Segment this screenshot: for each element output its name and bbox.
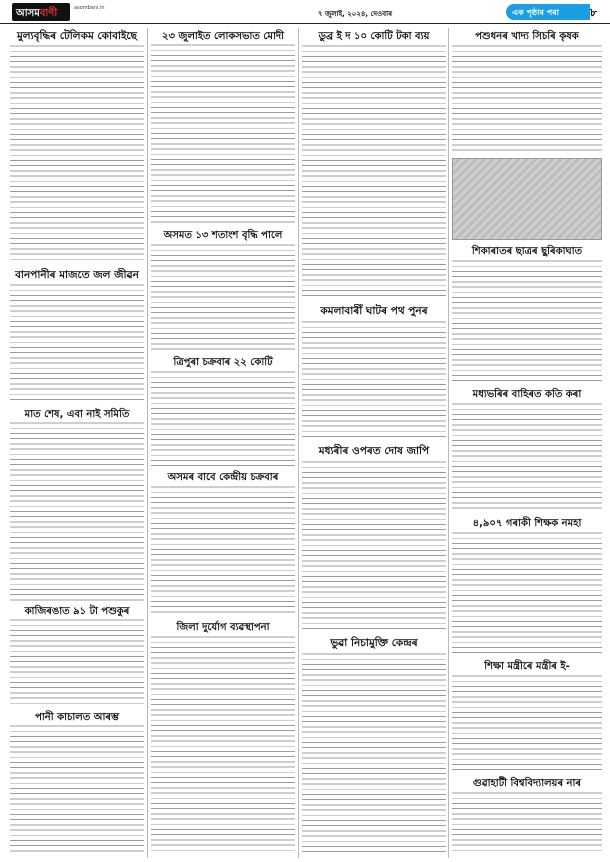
headline: ৪,৯০৭ গৰাকী শিক্ষক নমহা — [472, 518, 582, 529]
article-body — [151, 43, 295, 223]
article-body — [452, 531, 602, 655]
headline: মুল্যবৃদ্ধিৰ টেলিকম কোবাইছে — [16, 30, 138, 42]
article-body — [302, 652, 446, 855]
article-body — [151, 243, 295, 351]
headline: ডুব্ৰ ই দ ১০ কোটি টকা ব্যয় — [318, 31, 430, 42]
headline: মধ্যৰীৰ ওপৰত দোষ জাপি — [318, 445, 430, 457]
article-body — [10, 724, 144, 854]
headline: বানপানীৰ মাজতে জল জীৱন — [15, 269, 139, 281]
article-body — [452, 44, 602, 154]
article-body — [452, 674, 602, 772]
headline: ত্ৰিপুৰা চক্ৰবাৰ ২২ কোটি — [173, 357, 273, 368]
article-body — [10, 421, 144, 601]
headline: পানী কাচালত আৰম্ভ — [35, 712, 119, 723]
headline: মাত শেষ, এবা নাই সমিতি — [24, 409, 130, 420]
headline: কাজিৰঙাত ৯১ টা পশুকুৰ — [24, 606, 130, 617]
article-body — [452, 259, 602, 383]
column-rule — [147, 28, 148, 858]
headline: জিলা দুৰ্যোগ ব্যৱস্থাপনা — [176, 622, 270, 633]
headline: গুৱাহাটী বিশ্ববিদ্যালয়ৰ নাৰ — [472, 778, 582, 789]
headline: শিকাৰাতৰ ছাত্ৰৰ ছুৰিকাঘাত — [471, 246, 583, 257]
article-body — [302, 44, 446, 300]
issue-date: ৭ জুলাই, ২০২৪, দেওবাৰ — [318, 10, 393, 18]
article-body — [452, 402, 602, 512]
section-badge: এক পৃষ্ঠাৰ পৰা — [506, 4, 590, 20]
newspaper-logo — [12, 3, 70, 21]
logo-text: আসম — [16, 8, 40, 19]
article-body — [452, 791, 602, 855]
headline: ভুৱা নিচামুক্তি কেন্দ্ৰৰ — [330, 637, 418, 649]
article-body — [10, 283, 144, 403]
headline: অসমৰ বাবে কেন্দ্ৰীয় চক্ৰবাৰ — [167, 472, 279, 483]
article-body — [151, 370, 295, 466]
headline: অসমত ১৩ শতাংশ বৃদ্ধি পালে — [163, 230, 283, 241]
article-body — [302, 460, 446, 632]
headline: কমলাবাৰীঁ ঘাটৰ পথ পুনৰ — [320, 305, 428, 317]
column-rule — [448, 28, 449, 858]
article-body — [151, 635, 295, 855]
masthead-info: asombani.in — [74, 5, 105, 11]
article-body — [10, 44, 144, 262]
article-body — [151, 485, 295, 615]
headline: শিক্ষা মন্ত্ৰীৰে মন্ত্ৰীৰ ই- — [484, 661, 570, 672]
headline: মধ্যভৰিৰ বাহিৰত কতি কৰা — [472, 389, 582, 400]
headline: পশুধনৰ খাদ্য সিচৰি কৃষক — [475, 31, 579, 42]
headline: ২৩ জুলাইত লোকসভাত মোদী — [162, 31, 284, 42]
news-photo — [452, 158, 602, 240]
article-body — [302, 320, 446, 440]
page-number: ৮ — [590, 6, 598, 19]
column-rule — [298, 28, 299, 858]
logo-accent: বাণী — [39, 8, 58, 19]
article-body — [10, 618, 144, 706]
